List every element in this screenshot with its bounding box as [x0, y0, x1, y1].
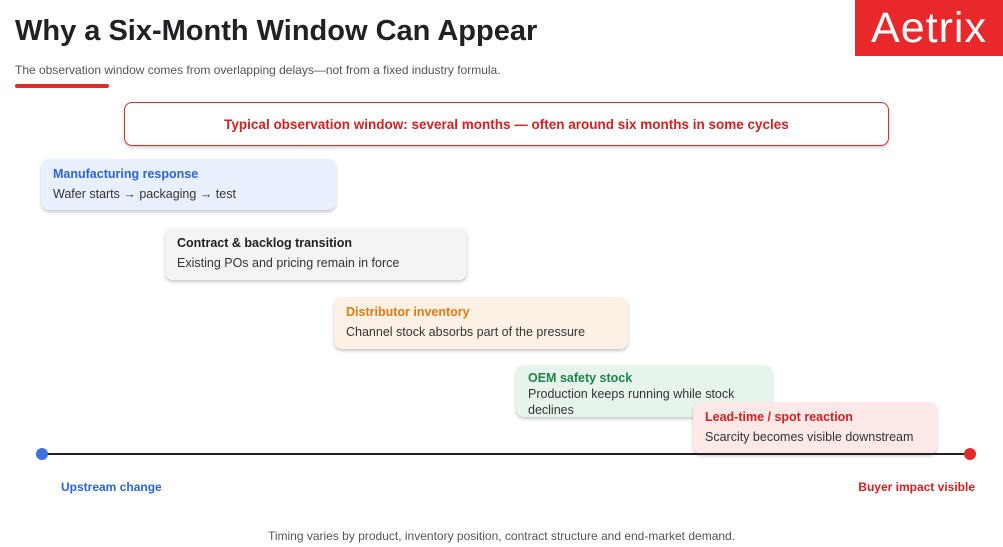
- stage-title: Contract & backlog transition: [177, 236, 353, 250]
- timeline-end-label: Buyer impact visible: [858, 480, 975, 494]
- timeline-end-dot: [964, 448, 976, 460]
- stage-description: Wafer starts → packaging → test: [53, 187, 236, 201]
- stage-description: Scarcity becomes visible downstream: [705, 430, 914, 444]
- stage-title: OEM safety stock: [528, 371, 633, 385]
- timeline-axis: [41, 453, 970, 455]
- stage-distributor-inventory: [334, 297, 628, 349]
- stage-lead-time-spot: [693, 402, 937, 454]
- page-subtitle: The observation window comes from overlapping delays—not from a fixed industry formula.: [15, 63, 501, 77]
- stage-title: Lead-time / spot reaction: [705, 410, 853, 424]
- observation-window-banner: Typical observation window: several months — often around six months in some cycles: [124, 102, 889, 146]
- page-title: Why a Six-Month Window Can Appear: [15, 15, 538, 47]
- stage-manufacturing-response: [41, 159, 336, 210]
- footnote: Timing varies by product, inventory position, contract structure and end-market demand.: [267, 529, 736, 543]
- brand-logo: Aetrix: [855, 0, 1003, 56]
- stage-contract-backlog: [165, 228, 467, 280]
- stage-description: Existing POs and pricing remain in force: [177, 256, 400, 270]
- timeline-start-dot: [36, 448, 48, 460]
- stage-title: Manufacturing response: [53, 167, 199, 181]
- stage-description: Channel stock absorbs part of the pressure: [346, 325, 586, 339]
- stage-description: Production keeps running while stock declines: [528, 387, 735, 417]
- title-underline: [15, 84, 109, 88]
- stage-title: Distributor inventory: [346, 305, 470, 319]
- timeline-start-label: Upstream change: [61, 480, 162, 494]
